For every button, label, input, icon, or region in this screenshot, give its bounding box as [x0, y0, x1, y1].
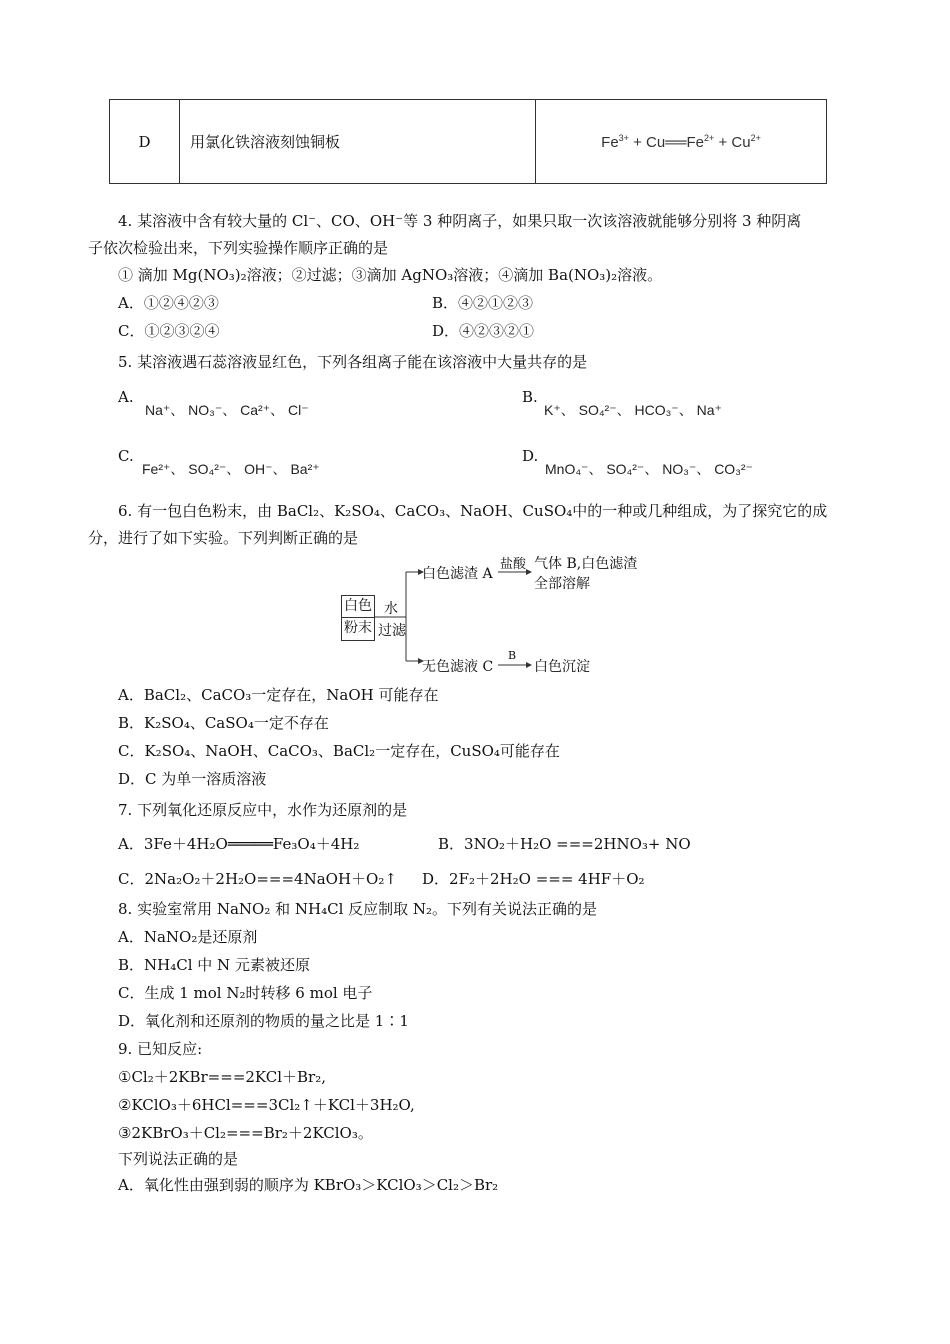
q6-option-c: C．K₂SO₄、NaOH、CaCO₃、BaCl₂一定存在，CuSO₄可能存在: [118, 742, 560, 760]
flow-lower-node: 无色滤液 C: [422, 659, 494, 675]
q5-option-a-ions: Na⁺、 NO₃⁻、 Ca²⁺、 Cl⁻: [145, 402, 309, 418]
row-label: D: [110, 100, 180, 184]
q4-option-d: D．④②③②①: [432, 322, 535, 340]
q6-option-d: D．C 为单一溶质溶液: [118, 770, 267, 788]
flow-lower-reagent: B: [508, 649, 517, 662]
q5-option-b-ions: K⁺、 SO₄²⁻、 HCO₃⁻、 Na⁺: [544, 402, 722, 418]
q8-option-a: A．NaNO₂是还原剂: [118, 928, 258, 946]
q6-stem-line2: 分，进行了如下实验。下列判断正确的是: [88, 529, 359, 547]
flow-start-box: 白色 粉末: [341, 595, 375, 641]
q5-option-a-label: A.: [118, 388, 134, 406]
table-row: [110, 100, 827, 184]
q4-option-c: C．①②③②④: [118, 322, 220, 340]
flow-step-bottom: 过滤: [378, 623, 406, 639]
q6-option-b: B．K₂SO₄、CaSO₄一定不存在: [118, 714, 329, 732]
q5-option-c-label: C.: [118, 447, 134, 465]
q7-option-d: D．2F₂＋2H₂O === 4HF＋O₂: [422, 870, 645, 888]
q6-stem-line1: 6. 有一包白色粉末，由 BaCl₂、K₂SO₄、CaCO₃、NaOH、CuSO₄中的一种或几种组成，为了探究它的成: [118, 502, 828, 520]
q5-option-b-label: B.: [522, 388, 538, 406]
q8-option-b: B．NH₄Cl 中 N 元素被还原: [118, 956, 310, 974]
q4-option-b: B．④②①②③: [432, 294, 534, 312]
q9-reaction-2: ②KClO₃＋6HCl===3Cl₂↑＋KCl＋3H₂O,: [118, 1096, 415, 1114]
q7-stem: 7. 下列氧化还原反应中，水作为还原剂的是: [118, 801, 408, 819]
q5-option-d-label: D.: [522, 447, 539, 465]
q4-stem-line2: 子依次检验出来，下列实验操作顺序正确的是: [88, 239, 389, 257]
row-equation: $Fe^{3+}$ + $Cu══Fe^{2+} + Cu^{2+}$: [536, 100, 827, 184]
answer-table: [109, 99, 827, 184]
q9-reaction-3: ③2KBrO₃＋Cl₂===Br₂＋2KClO₃。: [118, 1124, 373, 1142]
q6-flowchart: [340, 553, 640, 675]
q7-option-b: B．3NO₂＋H₂O ===2HNO₃+ NO: [438, 835, 691, 853]
q7-option-a: A．3Fe＋4H₂O═════Fe₃O₄＋4H₂: [118, 835, 360, 853]
flow-upper-reagent: 盐酸: [500, 557, 527, 572]
flow-upper-result-2: 全部溶解: [534, 576, 590, 592]
q5-option-d-ions: MnO₄⁻、 SO₄²⁻、 NO₃⁻、 CO₃²⁻: [545, 461, 753, 477]
flow-upper-node: 白色滤渣 A: [422, 566, 493, 582]
q5-stem: 5. 某溶液遇石蕊溶液显红色，下列各组离子能在该溶液中大量共存的是: [118, 353, 588, 371]
q5-option-c-ions: Fe²⁺、 SO₄²⁻、 OH⁻、 Ba²⁺: [142, 461, 320, 477]
q8-stem: 8. 实验室常用 NaNO₂ 和 NH₄Cl 反应制取 N₂。下列有关说法正确的是: [118, 900, 598, 918]
q9-prompt: 下列说法正确的是: [118, 1150, 239, 1168]
flow-lower-result: 白色沉淀: [534, 659, 590, 675]
q4-stem-line1: 4. 某溶液中含有较大量的 Cl⁻、CO、OH⁻等 3 种阴离子，如果只取一次该溶液就能够分别将 3 种阴离: [118, 212, 802, 230]
q8-option-c: C．生成 1 mol N₂时转移 6 mol 电子: [118, 984, 373, 1002]
q6-option-a: A．BaCl₂、CaCO₃一定存在，NaOH 可能存在: [118, 686, 439, 704]
q9-reaction-1: ①Cl₂＋2KBr===2KCl＋Br₂,: [118, 1068, 326, 1086]
row-description: 用氯化铁溶液刻蚀铜板: [180, 100, 536, 184]
q7-option-c: C．2Na₂O₂＋2H₂O===4NaOH＋O₂↑: [118, 870, 397, 888]
q4-option-a: A．①②④②③: [118, 294, 219, 312]
q9-stem: 9. 已知反应:: [118, 1040, 203, 1058]
q4-steps: ① 滴加 Mg(NO₃)₂溶液；②过滤；③滴加 AgNO₃溶液；④滴加 Ba(NO₃)₂溶液。: [118, 266, 663, 284]
q9-option-a: A．氧化性由强到弱的顺序为 KBrO₃＞KClO₃＞Cl₂＞Br₂: [118, 1176, 499, 1194]
flow-step-top: 水: [384, 601, 398, 617]
flow-upper-result-1: 气体 B,白色滤渣: [534, 556, 638, 572]
q8-option-d: D．氧化剂和还原剂的物质的量之比是 1∶1: [118, 1012, 409, 1030]
